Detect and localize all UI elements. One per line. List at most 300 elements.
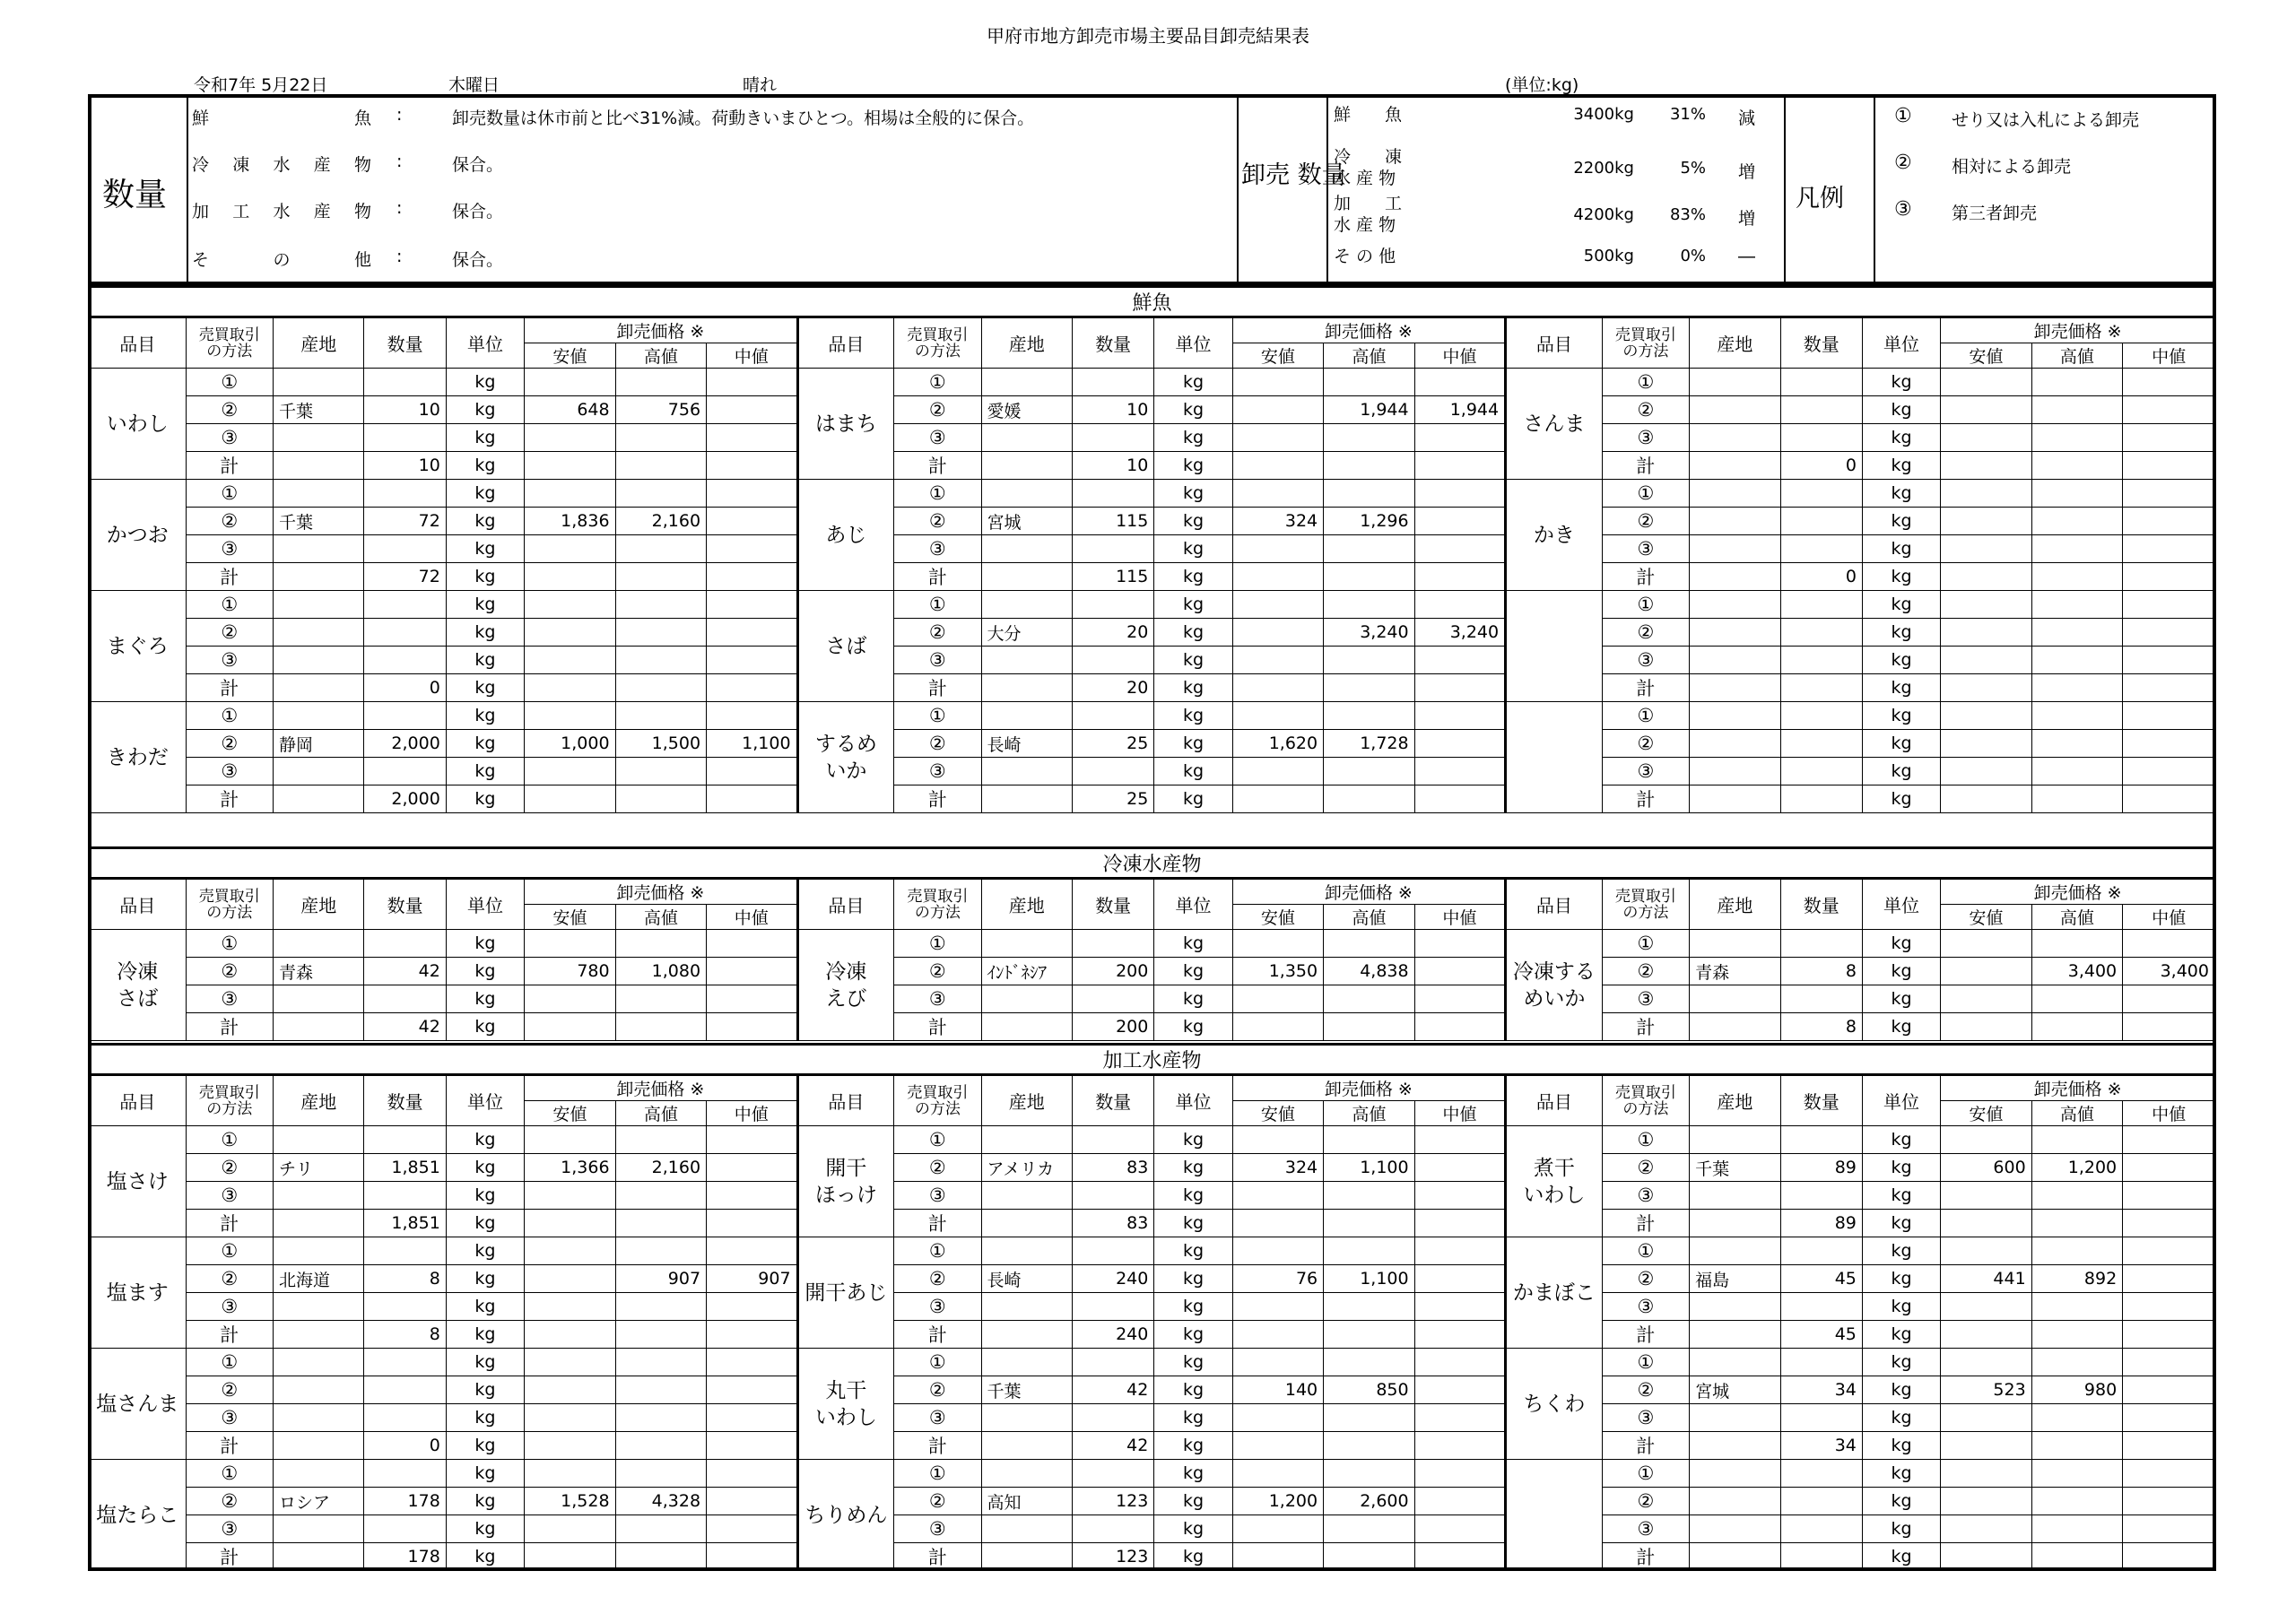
- unit-cell: kg: [1154, 1543, 1232, 1571]
- origin-cell: 千葉: [274, 508, 364, 535]
- mid-price-cell: [1414, 1321, 1505, 1349]
- quantity-cell: [1780, 785, 1862, 813]
- high-price-cell: [615, 1210, 706, 1237]
- trade-method: ②: [1602, 396, 1689, 424]
- mid-price-cell: [2123, 369, 2215, 396]
- unit-cell: kg: [1862, 1237, 1940, 1265]
- high-price-cell: 980: [2031, 1376, 2122, 1404]
- low-price-cell: [1232, 424, 1323, 452]
- table-row: [90, 1321, 2215, 1349]
- table-row: [90, 1488, 2215, 1515]
- quantity-cell: 34: [1780, 1432, 1862, 1460]
- trade-method: ②: [894, 1265, 981, 1293]
- origin-cell: [981, 1182, 1072, 1210]
- trade-method: ②: [1602, 1488, 1689, 1515]
- high-price-cell: [2031, 930, 2122, 958]
- low-price-cell: [525, 1237, 615, 1265]
- origin-cell: [1690, 369, 1780, 396]
- high-price-cell: 1,200: [2031, 1154, 2122, 1182]
- quantity-cell: [364, 1460, 446, 1488]
- quantity-cell: 115: [1073, 563, 1154, 591]
- trade-method: ③: [894, 535, 981, 563]
- trade-method: ③: [186, 424, 273, 452]
- col-high: 高値: [615, 343, 706, 369]
- mid-price-cell: [2123, 674, 2215, 702]
- mid-price-cell: [2123, 930, 2215, 958]
- low-price-cell: [1232, 591, 1323, 619]
- trade-method: 計: [186, 1432, 273, 1460]
- origin-cell: 北海道: [274, 1265, 364, 1293]
- origin-cell: [1690, 1237, 1780, 1265]
- table-row: [90, 674, 2215, 702]
- mid-price-cell: [707, 563, 797, 591]
- trade-method: 計: [186, 785, 273, 813]
- mid-price-cell: [707, 424, 797, 452]
- mid-price-cell: [1414, 674, 1505, 702]
- unit-cell: kg: [446, 535, 524, 563]
- col-quantity: 数量: [1780, 1075, 1862, 1126]
- trade-method: ①: [186, 591, 273, 619]
- unit-cell: kg: [1862, 619, 1940, 647]
- low-price-cell: [1232, 535, 1323, 563]
- origin-cell: [274, 1293, 364, 1321]
- col-item: 品目: [90, 317, 187, 369]
- low-price-cell: 600: [1941, 1154, 2031, 1182]
- unit-cell: kg: [446, 1432, 524, 1460]
- trade-method: ②: [1602, 1376, 1689, 1404]
- mid-price-cell: [1414, 1126, 1505, 1154]
- high-price-cell: [2031, 647, 2122, 674]
- trade-method: ①: [186, 1237, 273, 1265]
- table-row: [90, 1460, 2215, 1488]
- unit-cell: kg: [1154, 1126, 1232, 1154]
- high-price-cell: [2031, 563, 2122, 591]
- mid-price-cell: [1414, 647, 1505, 674]
- mid-price-cell: [707, 1210, 797, 1237]
- quantity-cell: [1780, 1293, 1862, 1321]
- trade-method: ①: [894, 591, 981, 619]
- unit-cell: kg: [1862, 563, 1940, 591]
- origin-cell: [274, 785, 364, 813]
- item-name: 開干 ほっけ: [797, 1126, 894, 1237]
- header-unit: (単位:kg): [1505, 75, 1579, 95]
- origin-cell: [981, 480, 1072, 508]
- quantity-cell: 240: [1073, 1265, 1154, 1293]
- low-price-cell: [1941, 985, 2031, 1013]
- mid-price-cell: [1414, 1376, 1505, 1404]
- mid-price-cell: [707, 480, 797, 508]
- header-weather: 晴れ: [743, 75, 778, 95]
- trade-method: ①: [186, 1460, 273, 1488]
- low-price-cell: [1941, 396, 2031, 424]
- table-row: [90, 1013, 2215, 1041]
- item-name: かまぼこ: [1506, 1237, 1603, 1349]
- origin-cell: [981, 647, 1072, 674]
- mid-price-cell: [2123, 535, 2215, 563]
- mid-price-cell: [707, 508, 797, 535]
- qty-kg: 3400kg: [1573, 105, 1634, 124]
- trade-method: ②: [1602, 1265, 1689, 1293]
- low-price-cell: [1941, 452, 2031, 480]
- trade-method: ①: [894, 1126, 981, 1154]
- high-price-cell: [615, 563, 706, 591]
- origin-cell: [274, 702, 364, 730]
- col-mid: 中値: [1414, 905, 1505, 930]
- col-quantity: 数量: [1073, 1075, 1154, 1126]
- col-item: 品目: [797, 317, 894, 369]
- origin-cell: [981, 1321, 1072, 1349]
- quantity-cell: 115: [1073, 508, 1154, 535]
- unit-cell: kg: [446, 1013, 524, 1041]
- col-mid: 中値: [1414, 343, 1505, 369]
- note-text: 保合。: [452, 202, 504, 221]
- quantity-cell: [1780, 1515, 1862, 1543]
- qty-kg: 500kg: [1583, 247, 1634, 265]
- origin-cell: 長崎: [981, 1265, 1072, 1293]
- origin-cell: [981, 1404, 1072, 1432]
- mid-price-cell: [707, 1237, 797, 1265]
- quantity-cell: [364, 619, 446, 647]
- high-price-cell: [2031, 1293, 2122, 1321]
- trade-method: ①: [1602, 591, 1689, 619]
- high-price-cell: 1,728: [1324, 730, 1414, 758]
- quantity-cell: 10: [364, 452, 446, 480]
- table-row: [90, 1154, 2215, 1182]
- item-name: 塩ます: [90, 1237, 187, 1349]
- col-price: 卸売価格 ※: [1232, 1075, 1505, 1101]
- unit-cell: kg: [446, 591, 524, 619]
- origin-cell: [981, 1460, 1072, 1488]
- high-price-cell: [615, 702, 706, 730]
- low-price-cell: [1941, 1210, 2031, 1237]
- origin-cell: 大分: [981, 619, 1072, 647]
- origin-cell: [981, 424, 1072, 452]
- low-price-cell: [1941, 785, 2031, 813]
- unit-cell: kg: [1154, 647, 1232, 674]
- quantity-cell: [1073, 1182, 1154, 1210]
- unit-cell: kg: [1862, 785, 1940, 813]
- item-name: ちくわ: [1506, 1349, 1603, 1460]
- unit-cell: kg: [1154, 591, 1232, 619]
- quantity-cell: [364, 1404, 446, 1432]
- quantity-cell: 72: [364, 563, 446, 591]
- high-price-cell: 756: [615, 396, 706, 424]
- section-table: [88, 846, 2216, 1041]
- unit-cell: kg: [446, 563, 524, 591]
- high-price-cell: 1,100: [1324, 1154, 1414, 1182]
- high-price-cell: [615, 1126, 706, 1154]
- table-row: [90, 1543, 2215, 1571]
- mid-price-cell: [707, 535, 797, 563]
- col-unit: 単位: [446, 1075, 524, 1126]
- trade-method: 計: [1602, 1432, 1689, 1460]
- mid-price-cell: [707, 1404, 797, 1432]
- mid-price-cell: [707, 1543, 797, 1571]
- mid-price-cell: [707, 1515, 797, 1543]
- low-price-cell: [1941, 535, 2031, 563]
- high-price-cell: [1324, 1182, 1414, 1210]
- mid-price-cell: [1414, 508, 1505, 535]
- mid-price-cell: [707, 702, 797, 730]
- unit-cell: kg: [1154, 424, 1232, 452]
- mid-price-cell: [2123, 702, 2215, 730]
- unit-cell: kg: [446, 424, 524, 452]
- unit-cell: kg: [1862, 985, 1940, 1013]
- quantity-cell: 42: [1073, 1432, 1154, 1460]
- trade-method: ②: [186, 958, 273, 985]
- legend-mark: ②: [1894, 152, 1912, 174]
- col-high: 高値: [2031, 1101, 2122, 1126]
- origin-cell: [1690, 591, 1780, 619]
- low-price-cell: [1941, 1237, 2031, 1265]
- high-price-cell: [1324, 563, 1414, 591]
- high-price-cell: 2,160: [615, 508, 706, 535]
- high-price-cell: [615, 480, 706, 508]
- high-price-cell: [2031, 785, 2122, 813]
- low-price-cell: [1232, 785, 1323, 813]
- mid-price-cell: 907: [707, 1265, 797, 1293]
- mid-price-cell: [1414, 591, 1505, 619]
- trade-method: ③: [894, 985, 981, 1013]
- trade-method: ②: [186, 619, 273, 647]
- note-text: 保合。: [452, 250, 504, 270]
- legend-text: 相対による卸売: [1952, 157, 2072, 177]
- quantity-cell: 1,851: [364, 1210, 446, 1237]
- quantity-cell: [1780, 930, 1862, 958]
- high-price-cell: [2031, 396, 2122, 424]
- note-category: 鮮 魚: [192, 108, 371, 128]
- mid-price-cell: [1414, 480, 1505, 508]
- col-price: 卸売価格 ※: [525, 317, 797, 343]
- low-price-cell: [1232, 369, 1323, 396]
- quantity-cell: [364, 1182, 446, 1210]
- high-price-cell: [1324, 424, 1414, 452]
- mid-price-cell: [707, 369, 797, 396]
- origin-cell: [1690, 535, 1780, 563]
- trade-method: ②: [894, 508, 981, 535]
- low-price-cell: [1941, 1543, 2031, 1571]
- quantity-cell: [1073, 591, 1154, 619]
- origin-cell: 千葉: [274, 396, 364, 424]
- low-price-cell: [1232, 985, 1323, 1013]
- note-text: 保合。: [452, 155, 504, 175]
- quantity-cell: 8: [364, 1265, 446, 1293]
- trade-method: 計: [186, 1210, 273, 1237]
- trade-method: ③: [1602, 535, 1689, 563]
- high-price-cell: 2,160: [615, 1154, 706, 1182]
- qty-category: 鮮 魚: [1334, 105, 1403, 125]
- qty-percent: 0%: [1680, 247, 1706, 265]
- mid-price-cell: [707, 1321, 797, 1349]
- low-price-cell: [1941, 730, 2031, 758]
- origin-cell: [1690, 1321, 1780, 1349]
- high-price-cell: [615, 369, 706, 396]
- table-row: [90, 396, 2215, 424]
- col-low: 安値: [525, 905, 615, 930]
- trade-method: ③: [186, 1293, 273, 1321]
- quantity-cell: 0: [364, 674, 446, 702]
- origin-cell: 愛媛: [981, 396, 1072, 424]
- origin-cell: 千葉: [1690, 1154, 1780, 1182]
- item-name: 冷凍する めいか: [1506, 930, 1603, 1041]
- quantity-cell: 34: [1780, 1376, 1862, 1404]
- qty-percent: 83%: [1669, 205, 1706, 224]
- origin-cell: [274, 424, 364, 452]
- table-row: [90, 1210, 2215, 1237]
- origin-cell: [274, 930, 364, 958]
- trade-method: ②: [186, 1265, 273, 1293]
- mid-price-cell: [707, 1182, 797, 1210]
- trade-method: 計: [894, 1432, 981, 1460]
- item-name: 塩さけ: [90, 1126, 187, 1237]
- unit-cell: kg: [1862, 758, 1940, 785]
- unit-cell: kg: [1154, 1404, 1232, 1432]
- trade-method: 計: [1602, 1321, 1689, 1349]
- qty-category: 冷 凍 水 産 物: [1334, 147, 1403, 188]
- trade-method: 計: [1602, 785, 1689, 813]
- col-low: 安値: [525, 1101, 615, 1126]
- low-price-cell: [1232, 1293, 1323, 1321]
- unit-cell: kg: [1862, 591, 1940, 619]
- low-price-cell: [525, 1432, 615, 1460]
- unit-cell: kg: [1862, 1460, 1940, 1488]
- high-price-cell: 907: [615, 1265, 706, 1293]
- low-price-cell: [525, 1460, 615, 1488]
- legend-mark: ③: [1894, 198, 1912, 221]
- legend-text: 第三者卸売: [1952, 204, 2038, 223]
- high-price-cell: [2031, 1182, 2122, 1210]
- col-item: 品目: [90, 879, 187, 930]
- trade-method: 計: [894, 1321, 981, 1349]
- quantity-cell: 42: [364, 1013, 446, 1041]
- unit-cell: kg: [446, 1376, 524, 1404]
- unit-cell: kg: [1862, 1013, 1940, 1041]
- quantity-cell: [364, 424, 446, 452]
- low-price-cell: [525, 452, 615, 480]
- unit-cell: kg: [1862, 930, 1940, 958]
- high-price-cell: [2031, 508, 2122, 535]
- unit-cell: kg: [1154, 1376, 1232, 1404]
- high-price-cell: [1324, 1293, 1414, 1321]
- mid-price-cell: 1,100: [707, 730, 797, 758]
- low-price-cell: [525, 619, 615, 647]
- table-row: [90, 369, 2215, 396]
- col-origin: 産地: [981, 317, 1072, 369]
- unit-cell: kg: [446, 480, 524, 508]
- origin-cell: [981, 563, 1072, 591]
- high-price-cell: [2031, 1543, 2122, 1571]
- low-price-cell: [1232, 1182, 1323, 1210]
- high-price-cell: [1324, 1237, 1414, 1265]
- origin-cell: [981, 702, 1072, 730]
- mid-price-cell: [2123, 591, 2215, 619]
- quantity-cell: [1073, 1460, 1154, 1488]
- high-price-cell: [2031, 1349, 2122, 1376]
- origin-cell: [1690, 985, 1780, 1013]
- unit-cell: kg: [1862, 1349, 1940, 1376]
- mid-price-cell: [1414, 758, 1505, 785]
- low-price-cell: 1,350: [1232, 958, 1323, 985]
- low-price-cell: [525, 1349, 615, 1376]
- mid-price-cell: 3,240: [1414, 619, 1505, 647]
- low-price-cell: 324: [1232, 508, 1323, 535]
- col-price: 卸売価格 ※: [1941, 879, 2215, 905]
- high-price-cell: [615, 647, 706, 674]
- low-price-cell: [1941, 591, 2031, 619]
- section-title: 加工水産物: [90, 1045, 2215, 1075]
- unit-cell: kg: [1154, 1515, 1232, 1543]
- table-row: [90, 1237, 2215, 1265]
- unit-cell: kg: [1862, 1210, 1940, 1237]
- unit-cell: kg: [1862, 1154, 1940, 1182]
- quantity-cell: [1073, 1349, 1154, 1376]
- origin-cell: 長崎: [981, 730, 1072, 758]
- col-high: 高値: [1324, 905, 1414, 930]
- origin-cell: [274, 619, 364, 647]
- col-low: 安値: [1941, 1101, 2031, 1126]
- quantity-cell: [364, 930, 446, 958]
- high-price-cell: [1324, 930, 1414, 958]
- quantity-cell: 123: [1073, 1488, 1154, 1515]
- quantity-cell: 200: [1073, 958, 1154, 985]
- col-method: 売買取引 の方法: [186, 1075, 273, 1126]
- quantity-cell: 42: [1073, 1376, 1154, 1404]
- trade-method: ②: [1602, 958, 1689, 985]
- mid-price-cell: 3,400: [2123, 958, 2215, 985]
- col-high: 高値: [615, 1101, 706, 1126]
- col-quantity: 数量: [1780, 317, 1862, 369]
- qty-direction: 増: [1738, 209, 1756, 229]
- low-price-cell: [1941, 508, 2031, 535]
- unit-cell: kg: [1154, 1154, 1232, 1182]
- trade-method: 計: [186, 1013, 273, 1041]
- trade-method: ①: [1602, 1126, 1689, 1154]
- origin-cell: [274, 369, 364, 396]
- high-price-cell: 3,400: [2031, 958, 2122, 985]
- item-name: まぐろ: [90, 591, 187, 702]
- mid-price-cell: [707, 1349, 797, 1376]
- trade-method: ①: [1602, 1349, 1689, 1376]
- trade-method: ①: [894, 1349, 981, 1376]
- mid-price-cell: [1414, 535, 1505, 563]
- mid-price-cell: [707, 396, 797, 424]
- low-price-cell: [525, 702, 615, 730]
- high-price-cell: [1324, 1210, 1414, 1237]
- origin-cell: [274, 563, 364, 591]
- origin-cell: [1690, 1488, 1780, 1515]
- origin-cell: [1690, 1432, 1780, 1460]
- trade-method: ③: [186, 647, 273, 674]
- unit-cell: kg: [1862, 508, 1940, 535]
- origin-cell: [274, 1460, 364, 1488]
- col-low: 安値: [1232, 1101, 1323, 1126]
- mid-price-cell: [2123, 1182, 2215, 1210]
- low-price-cell: [1232, 647, 1323, 674]
- mid-price-cell: [2123, 1154, 2215, 1182]
- trade-method: ②: [1602, 508, 1689, 535]
- mid-price-cell: [707, 1432, 797, 1460]
- quantity-cell: 240: [1073, 1321, 1154, 1349]
- item-name: 冷凍 えび: [797, 930, 894, 1041]
- mid-price-cell: [707, 985, 797, 1013]
- mid-price-cell: [2123, 1321, 2215, 1349]
- low-price-cell: [1232, 1237, 1323, 1265]
- mid-price-cell: [2123, 480, 2215, 508]
- high-price-cell: [1324, 1515, 1414, 1543]
- origin-cell: [274, 674, 364, 702]
- quantity-cell: [1073, 930, 1154, 958]
- high-price-cell: [615, 535, 706, 563]
